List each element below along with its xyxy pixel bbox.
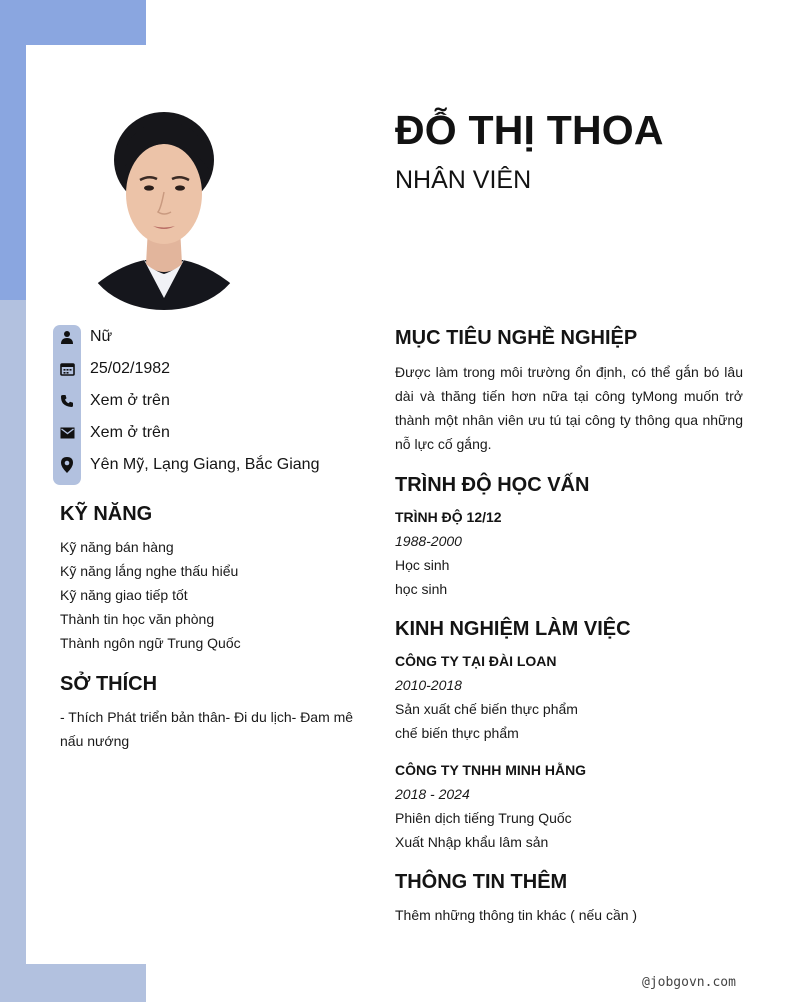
additional-heading: THÔNG TIN THÊM [395,871,568,893]
experience-line: Xuất Nhập khẩu lâm sản [395,834,549,850]
education-line: Học sinh [395,557,450,573]
experience-company: CÔNG TY TNHH MINH HẰNG [395,762,587,778]
calendar-icon [53,353,81,385]
contact-phone [53,385,353,417]
objective-heading: MỤC TIÊU NGHỀ NGHIỆP [395,327,638,349]
experience-period: 2018 - 2024 [395,786,470,802]
education-period: 1988-2000 [395,533,462,549]
contact-phone-text: Xem ở trên [90,392,170,409]
experience-company: CÔNG TY TẠI ĐÀI LOAN [395,653,557,669]
education-entry [395,505,745,601]
skills-heading: KỸ NĂNG [60,503,153,525]
candidate-job-title: NHÂN VIÊN [395,166,532,194]
hobbies-text: - Thích Phát triển bản thân- Đi du lịch- Đam mê nấu nướng [60,709,354,749]
contact-address-text: Yên Mỹ, Lạng Giang, Bắc Giang [90,456,320,473]
phone-icon [53,385,81,417]
contact-gender-text: Nữ [90,328,113,345]
contact-gender [53,321,353,353]
list-item: Thành tin học văn phòng [60,611,215,627]
experience-heading: KINH NGHIỆM LÀM VIỆC [395,618,631,640]
additional-text: Thêm những thông tin khác ( nếu cần ) [395,907,638,923]
experience-line: Sản xuất chế biến thực phẩm [395,701,578,717]
site-watermark: @jobgovn.com [642,975,736,990]
location-pin-icon [53,449,81,481]
candidate-name: ĐỖ THỊ THOA [395,107,664,153]
list-item: Kỹ năng bán hàng [60,539,174,555]
contact-birthdate-text: 25/02/1982 [90,360,171,377]
email-icon [53,417,81,449]
contact-email-text: Xem ở trên [90,424,170,441]
experience-period: 2010-2018 [395,677,462,693]
person-icon [53,321,81,353]
contact-birthdate [53,353,353,385]
list-item: Thành ngôn ngữ Trung Quốc [60,635,241,651]
experience-line: Phiên dịch tiếng Trung Quốc [395,810,572,826]
experience-entry [395,758,745,854]
avatar [85,108,243,310]
portrait-photo [85,108,243,310]
list-item: Kỹ năng lắng nghe thấu hiểu [60,563,239,579]
contact-list [53,321,353,481]
education-line: học sinh [395,581,448,597]
education-title: TRÌNH ĐỘ 12/12 [395,509,502,525]
contact-address [53,449,353,481]
list-item: Kỹ năng giao tiếp tốt [60,587,188,603]
experience-entry [395,649,745,745]
skills-list [60,535,241,655]
education-heading: TRÌNH ĐỘ HỌC VẤN [395,474,590,496]
objective-text: Được làm trong môi trường ổn định, có thể gắn bó lâu dài và thăng tiến hơn nữa tại công tyMong muốn trở thành một nhân viên ưu tú tại công ty thông qua những nỗ lực cố gắng. [395,364,743,452]
experience-line: chế biến thực phẩm [395,725,519,741]
contact-email [53,417,353,449]
hobbies-heading: SỞ THÍCH [60,673,158,695]
